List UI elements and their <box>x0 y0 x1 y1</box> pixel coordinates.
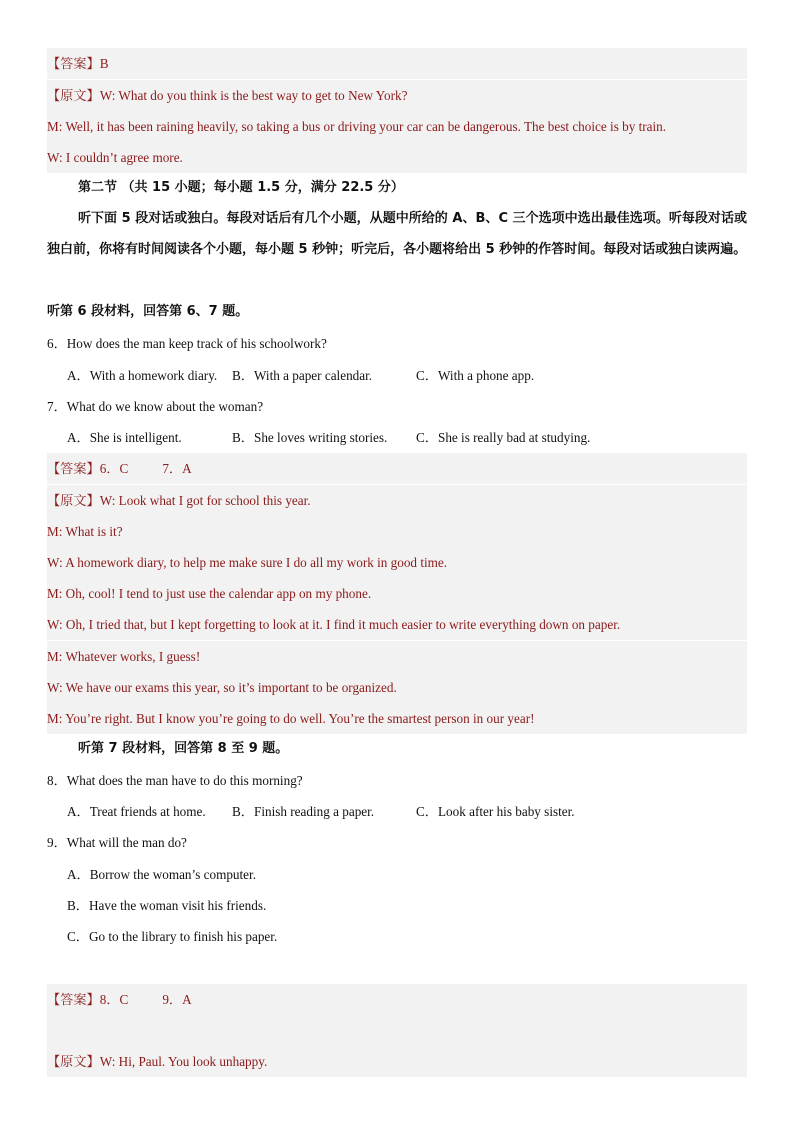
option-9a: A．Borrow the woman’s computer. <box>67 867 256 882</box>
transcript-tag: 【原文】 <box>47 493 100 508</box>
option-9b: B．Have the woman visit his friends. <box>67 898 267 913</box>
question-9: 9．What will the man do? <box>47 835 187 850</box>
transcript-line: M: Well, it has been raining heavily, so taking a bus or driving your car can be dangerous. The best choice is by train. <box>47 111 747 142</box>
transcript-line <box>47 1046 747 1077</box>
option-9c: C．Go to the library to finish his paper. <box>67 929 278 944</box>
transcript-line: M: You’re right. But I know you’re going to do well. You’re the smartest person in our year! <box>47 703 747 734</box>
instructions-paragraph: 听下面 5 段对话或独白。每段对话后有几个小题，从题中所给的 A、B、C 三个选项中选出最佳选项。听每段对话或独白前，你将有时间阅读各个小题，每小题 5 秒钟；听完后，各小题将给出 5 秒钟的作答时间。每段对话或独白读两遍。 <box>47 211 747 258</box>
transcript-tag: 【原文】 <box>47 88 100 103</box>
listen-heading-7: 听第 7 段材料，回答第 8 至 9 题。 <box>78 741 289 756</box>
option-8b: B．Finish reading a paper. <box>232 804 375 819</box>
transcript-text: W: Look what I got for school this year. <box>99 493 311 508</box>
section-heading: 第二节 （共 15 小题；每小题 1.5 分，满分 22.5 分） <box>78 180 404 195</box>
answer-line-8-9 <box>47 984 747 1015</box>
answer-line-6-7 <box>47 453 747 484</box>
question-8: 8．What does the man have to do this morning? <box>47 773 303 788</box>
question-6: 6．How does the man keep track of his schoolwork? <box>47 336 327 351</box>
transcript-line <box>47 80 747 111</box>
answer-6: 6．C <box>99 461 129 476</box>
transcript-text: W: Hi, Paul. You look unhappy. <box>99 1054 268 1069</box>
listen-heading-6: 听第 6 段材料，回答第 6、7 题。 <box>47 304 249 319</box>
option-7c: C．She is really bad at studying. <box>416 430 591 445</box>
transcript-line: W: We have our exams this year, so it’s important to be organized. <box>47 672 747 703</box>
transcript-line: W: Oh, I tried that, but I kept forgetting to look at it. I find it much easier to write everything down on paper. <box>47 609 747 640</box>
transcript-line: M: Oh, cool! I tend to just use the calendar app on my phone. <box>47 578 747 609</box>
answer-8: 8．C <box>99 992 129 1007</box>
transcript-line: M: Whatever works, I guess! <box>47 641 747 672</box>
option-6a: A．With a homework diary. <box>67 368 218 383</box>
answer-line-5: 【答案】B <box>47 48 747 79</box>
option-6b: B．With a paper calendar. <box>232 368 373 383</box>
transcript-line <box>47 485 747 516</box>
transcript-line: W: I couldn’t agree more. <box>47 142 747 173</box>
answer-7: 7．A <box>162 461 192 476</box>
option-7b: B．She loves writing stories. <box>232 430 388 445</box>
answer-9: 9．A <box>162 992 192 1007</box>
answer-tag: 【答案】 <box>47 461 100 476</box>
transcript-line: M: What is it? <box>47 516 747 547</box>
question-7: 7．What do we know about the woman? <box>47 399 264 414</box>
blank-shaded-line <box>47 1015 747 1046</box>
option-6c: C．With a phone app. <box>416 368 535 383</box>
transcript-text: W: What do you think is the best way to get to New York? <box>99 88 408 103</box>
transcript-line: W: A homework diary, to help me make sure I do all my work in good time. <box>47 547 747 578</box>
option-8a: A．Treat friends at home. <box>67 804 206 819</box>
option-7a: A．She is intelligent. <box>67 430 182 445</box>
answer-tag: 【答案】 <box>47 992 100 1007</box>
transcript-tag: 【原文】 <box>47 1054 100 1069</box>
option-8c: C．Look after his baby sister. <box>416 804 575 819</box>
